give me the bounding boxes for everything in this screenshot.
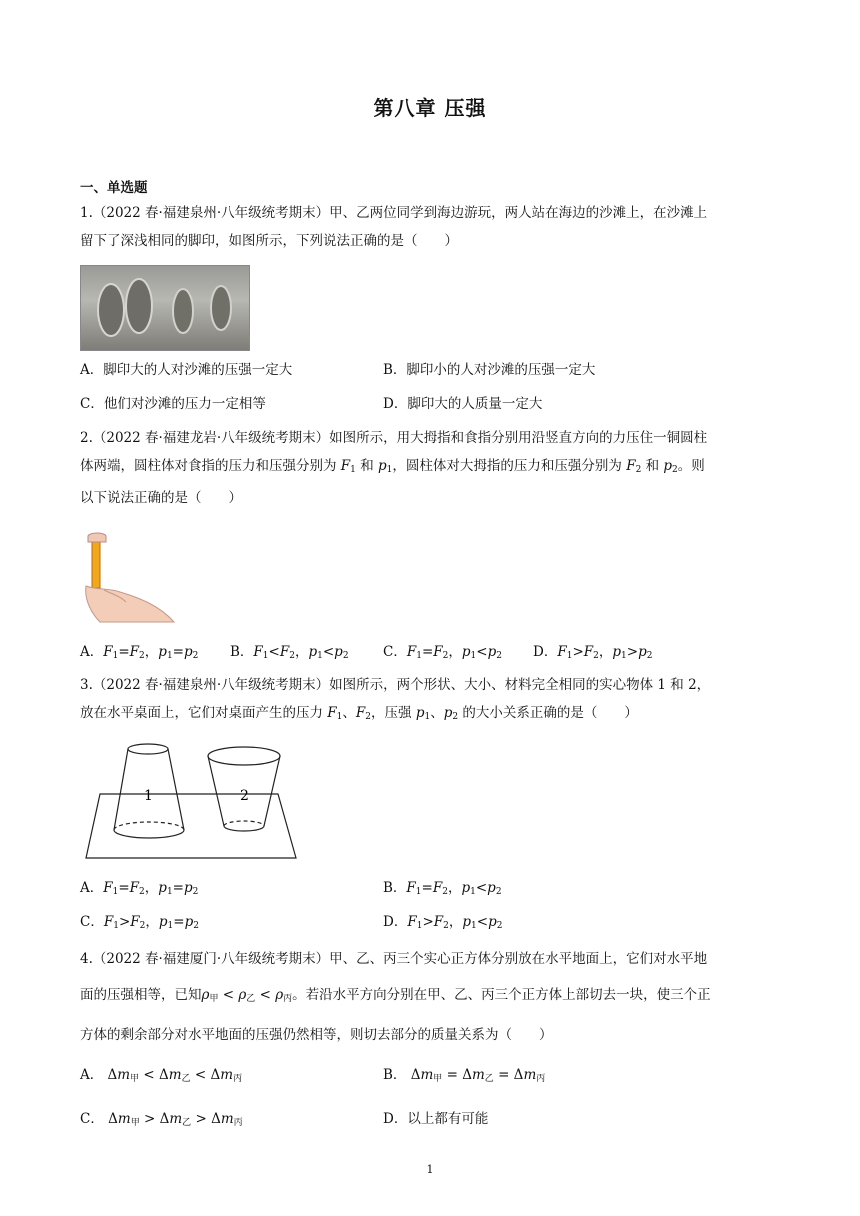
q3-option-b: B．$F_1=F_2$，$p_1<p_2$ xyxy=(383,880,502,897)
q4-option-d: D．以上都有可能 xyxy=(383,1111,489,1127)
page-title: 第八章 压强 xyxy=(373,96,487,120)
q2-option-d: D．$F_1>F_2$，$p_1>p_2$ xyxy=(533,644,653,661)
question-2-text: 2.（2022 春·福建龙岩·八年级统考期末）如图所示，用大拇指和食指分别用沿竖直方向的力压住一铜圆柱 体两端，圆柱体对食指的压力和压强分别为 $F_1$ 和 $p_1$，圆柱体对大拇指的压力和压强分别为 $F_2$ 和 $p_2$。则 以下说法正确的是（ ） xyxy=(80,430,708,506)
q1-option-a: A．脚印大的人对沙滩的压强一定大 xyxy=(80,362,293,378)
q2-option-c: C．$F_1=F_2$，$p_1<p_2$ xyxy=(383,644,502,661)
q2-option-b: B．$F_1<F_2$，$p_1<p_2$ xyxy=(230,644,349,661)
object-1-label: 1 xyxy=(144,788,153,804)
q1-option-c: C．他们对沙滩的压力一定相等 xyxy=(80,396,266,412)
question-3-text: 3.（2022 春·福建泉州·八年级统考期末）如图所示，两个形状、大小、材料完全相同的实心物体 1 和 2， 放在水平桌面上，它们对桌面产生的压力 $F_1$、$F_2$，压强 $p_1$、$p_2$ 的大小关系正确的是（ ） xyxy=(80,677,711,722)
q1-option-b: B．脚印小的人对沙滩的压强一定大 xyxy=(383,362,596,378)
frustum-table-figure xyxy=(82,742,300,866)
q4-option-b: B． $\Delta m_甲 = \Delta m_乙 = \Delta m_丙$ xyxy=(383,1067,546,1084)
question-1-text: 1.（2022 春·福建泉州·八年级统考期末）甲、乙两位同学到海边游玩，两人站在海边的沙滩上，在沙滩上 留下了深浅相同的脚印，如图所示，下列说法正确的是（ ） xyxy=(80,205,708,249)
footprints-illustration xyxy=(81,266,249,350)
section-heading: 一、单选题 xyxy=(80,180,148,196)
q1-option-d: D．脚印大的人质量一定大 xyxy=(383,396,543,412)
footprints-photo xyxy=(80,265,250,351)
question-4-text: 4.（2022 春·福建厦门·八年级统考期末）甲、乙、丙三个实心正方体分别放在水平地面上，它们对水平地 面的压强相等，已知$\rho_甲 < \rho_乙 < \rho_丙$。若沿水平方向分别在甲、乙、丙三个正方体上部切去一块，使三个正 方体的剩余部分对水平地面的压强仍然相等，则切去部分的质量关系为（ ） xyxy=(80,951,711,1043)
object-2-label: 2 xyxy=(240,788,249,804)
q4-option-c: C． $\Delta m_甲 > \Delta m_乙 > \Delta m_丙$ xyxy=(80,1111,243,1128)
page-number: 1 xyxy=(426,1163,434,1176)
q3-option-a: A．$F_1=F_2$，$p_1=p_2$ xyxy=(80,880,199,897)
q3-option-d: D．$F_1>F_2$，$p_1<p_2$ xyxy=(383,914,503,931)
q2-option-a: A．$F_1=F_2$，$p_1=p_2$ xyxy=(80,644,199,661)
q3-option-c: C．$F_1>F_2$，$p_1=p_2$ xyxy=(80,914,199,931)
q4-option-a: A． $\Delta m_甲 < \Delta m_乙 < \Delta m_丙$ xyxy=(80,1067,243,1084)
finger-cylinder-figure xyxy=(80,532,180,624)
